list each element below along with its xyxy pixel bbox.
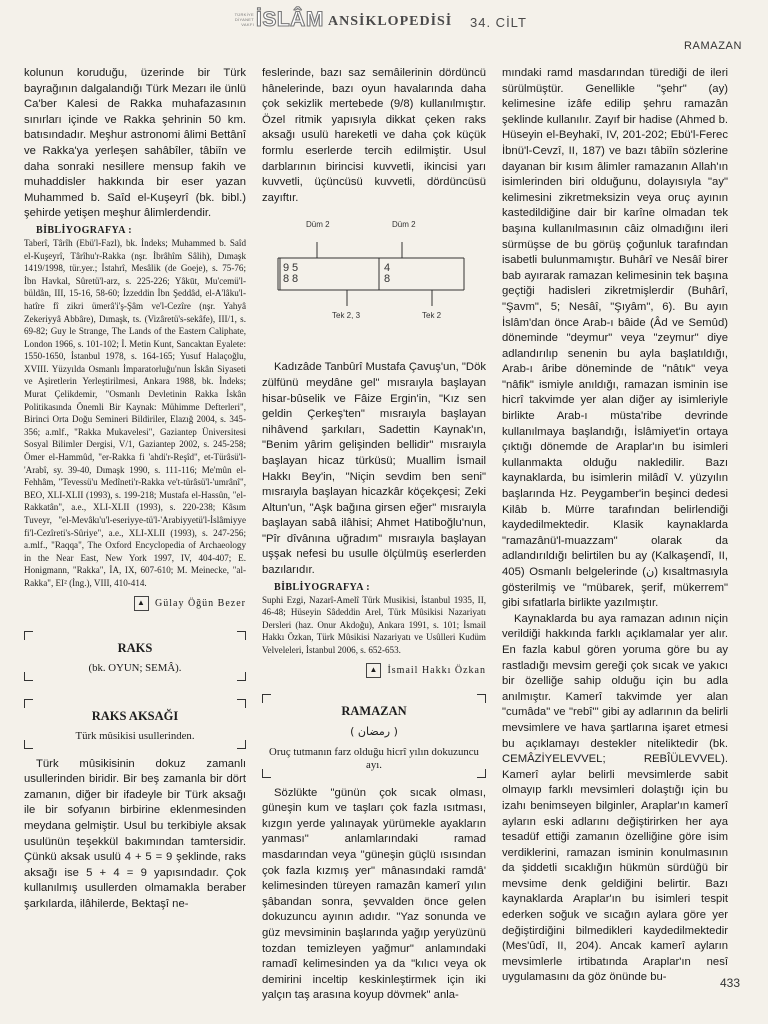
publisher-label: TÜRKİYE DİYANET VAKFI	[234, 12, 254, 27]
entry-arabic-title: ( رمضان )	[350, 724, 398, 738]
bibliography-text: Taberî, Târîh (Ebü'l-Fazl), bk. İndeks; Muhammed b. Saîd el-Kuşeyrî, Târîhu'r-Rakka (nşr. İbrâhîm Sâlih), Dımaşk 1419/1998, tür.yer.; İstahrî, Mesâlik (de Goeje), s. 75-76; İbn Havkal, Sûretü'l-arz, s. 225-226; Yâkūt, Mu'cemü'l-büldân, III, 15-16, 58-60; İzzeddin İbn Şeddâd, el-A'lâku'l-hatîre fî zikri ümerâ'i'ş-Şâm ve'l-Cezîre (nşr. Yahyâ Zekeriyyâ Abbâre), Dımaşk, ts. (Vizâretü's-sekâfe), III/1, s. 69-82; Guy le Strange, The Lands of the Eastern Caliphate, London 1966, s. 101-102; İ. Metin Kunt, Sancaktan Eyalete: 1550-1650, İstanbul 1978, s. 164-165; Yusuf Halaçoğlu, XVIII. Yüzyılda Osmanlı İmparatorluğu'nun İskân Siyaseti ve Aşiretlerin Yerleştirilmesi, Ankara 1988, bk. İndeks; Murat Çelikdemir, "Osmanlı Devletinin Rakka İskân Politikasında Önemli Bir Kaynak: Mühimme Defterleri", Birinci Orta Doğu Semineri Bildiriler, Elazığ 2004, s. 345-356; a.mlf., "Rakka Mukavelesi", Gaziantep Üniversitesi Sosyal Bilimler Dergisi, V/1, Gaziantep 2002, s. 245-258; Ömer el-Hammûd, "er-Rakka fi 'ahdi'r-Reşîd", et-Türâsü'l-'Arabî, sy. 39-40, Dımaşk 1990, s. 111-116; Me'mûn el-Fehhâm, "Tevessü'u Medîneti'r-Rakka ve't-türâsü'l-'umrânî", BEO, XLI-XLII (1993), s. 199-218; Mustafa el-Hassûn, "el-Rakkatân", a.e., XLI-XLII (1993), s. 220-238; Kâsım Tuveyr, "el-Mevâkı'u'l-eseriyye-tü'l-'Arabiyyetü'l-İslâmiyye fi'l-Cezîreti's-Sûriye", a.e., XLI-XLII (1993), s. 247-256; a.mlf., "Raqqa", The Oxford Encyclopedia of Archaeology in the Near East, New York 1997, IV, 404-407; E. Honigmann, "Rakka", İA, IX, 607-610; M. Meinecke, "al-Rakka", EI² (İng.), VIII, 410-414.	[24, 237, 246, 588]
time-signature-bottom: 8	[283, 273, 290, 286]
paragraph: mındaki ramd masdarından türediği de ileri sürülmüştür. Genellikle "şehr" (ay) kelimesine izâfe edilip şehru ramazân şeklinde kullanılır. Zayıf bir hadise (Ahmed b. Hüseyin el-Beyhakī, IV, 201-202; Ebü'l-Ferec İbnü'l-Cevzî, II, 187) ve bazı tâbiîn sözlerine dayanan bir kısım âlimler ramazanın Allah'ın isimlerinden biri olduğunu, dolayısıyla "ay" kelimesini zikretmeksizin veya oruç ayının kastedildiğine dair bir karîne olmadan tek başına kullanılmasının câiz olmadığını ileri sürmüşse de bu görüş çoğunluk tarafından isabetli bulunmamıştır. Buhârî ve Nesâî birer bab ayırarak ramazan kelimesinin tek başına geçtiği hadisleri zikretmişlerdir (Buhârî, "Şavm", 5; Nesâî, "Şıyâm", 6). Bu ayın İslâm'dan önce Arab-ı bâide (Âd ve Semûd) döneminde "deymur" veya "zeymur" diye adlandırılıp senenin bu ayla başlatıldığı, Arab-ı âribe döneminde de "nâtık" veya "nâfik" ismiyle anıldığı, ramazan isminin ise hicrî takvimde yer alan diğer ay isimleriyle birlikte Arab-ı müsta'ribe devrinde kullanılmaya başlandığı, İslâmiyet'in ortaya çıktığı dönemde de Araplar'ın bu isimleri kullanmakta olduğu nakledilir. Bazı kaynaklarda, bu isimlerin milâdî V. yüzyılın başlarında Hz. Peygamber'in beşinci dedesi Kilâb b. Mürre tarafından belirlendiği kaydedilmektedir. Klasik kaynaklarda "ramazânü'l-muazzam" olarak da adlandırıldığı belirtilen bu ay (Kalkaşendî, II, 405) Osmanlı belgelerinde (ن) kısaltmasıyla gösterilmiş ve "mübarek, şerif, mükerrem" gibi sıfatlarla birlikte yazılmıştır.	[502, 67, 728, 610]
rhythm-diagram	[262, 212, 486, 352]
paragraph: kolunun koruduğu, üzerinde bir Türk bayrağının dalgalandığı Türk Mezarı ile ünlü Ca'ber Kalesi de Rakka muhafazasının sınırları içinde ve Rakka şehrinin 50 km. batısındadır. Meşhur astronomi âlimi Bettânî ve Rakka'ya yerleşen sahâbîler, tâbiîn ve daha sonraki nesillere mensup fakih ve muhaddisler hakkında bir eser yazan Muhammed b. Saîd el-Kuşeyrî (bk. bibl.) şehirde yetişen meşhur âlimlerdendir.	[24, 67, 246, 220]
time-signature-bottom: 8	[384, 273, 391, 286]
bibliography-heading: BİBLİYOGRAFYA :	[274, 581, 370, 593]
tek-label: Tek 2	[422, 311, 442, 321]
entry-title: RAKS	[117, 640, 153, 655]
entry-definition: Türk mûsikisi usullerinden.	[75, 729, 195, 742]
time-signature-bottom: 8	[292, 273, 299, 286]
time-signature-top: 4	[384, 262, 391, 275]
column-1	[24, 66, 246, 913]
entry-header-raks-aksagi	[24, 699, 246, 749]
author-signature	[24, 596, 246, 611]
page-number: 433	[719, 976, 740, 990]
column-3	[502, 66, 728, 986]
publisher-logo-icon: ▲	[366, 663, 381, 678]
entry-definition: Oruç tutmanın farz olduğu hicrî yılın dokuzuncu ayı.	[269, 745, 479, 771]
publisher-logo-icon: ▲	[134, 596, 149, 611]
author-name: İsmail Hakkı Özkan	[387, 664, 486, 676]
entry-title: RAMAZAN	[341, 703, 407, 718]
column-2	[262, 66, 486, 1004]
paragraph: feslerinde, bazı saz semâilerinin dördüncü hânelerinde, bazı oyun havalarında daha çok sekizlik mertebede (9/8) kullanılmıştır. Özel ritmik yapısıyla dikkat çeken raks aksağı usulü hareketli ve daha çok küçük formlu eserlerde tercih edilmiştir. Usul darblarının birincisi kuvvetli, ikincisi yarı kuvvetli, üçüncüsü kuvvetli, dördüncüsü zayıftır.	[262, 67, 486, 204]
brand-ansiklopedisi: ANSİKLOPEDİSİ	[328, 14, 453, 29]
entry-header-raks	[24, 631, 246, 681]
author-signature	[262, 663, 486, 678]
dum-label: Düm 2	[306, 220, 330, 230]
paragraph: Sözlükte "günün çok sıcak olması, güneşin kum ve taşları çok fazla ısıtması, kızgın yerde yalınayak yürümekle ayakların yanması" anlamlarındaki ramad masdarından veya "güneşin güçlü ısısından çok fazla kızmış yer" mânasındaki ramdâ' kelimesinden türeyen ramazân kamerî yılın şâbandan sonra, şevvalden önce gelen dokuzuncu ayının adıdır. "Yaz sonunda ve güz mevsiminin başlarında yağıp yeryüzünü tozdan temizleyen yağmur" anlamındaki ramadî kelimesinden ya da "kılıcı veya ok demirini inceltip keskinleştirmek için iki yalçın taş arasına koyup dövmek" anla-	[262, 786, 486, 1002]
page-header	[0, 6, 768, 36]
paragraph: Kaynaklarda bu aya ramazan adının niçin verildiği hakkında farklı açıklamalar yer alır. En fazla kabul gören yoruma göre bu ay rastladığı mevsim gereği çok sıcak ve yakıcı bir özelliğe sahip olduğu için bu adla anılmıştır. Kamerî takvimde yer alan "cumâda" ve "rebî'" gibi ay adlarının da belirli mevsimlere ve hava şartlarına işaret etmesi bu açıklamayı destekler niteliktedir (bk. CEMÂZİYELEVVEL; REBÎÜLEVVEL). Kamerî aylar belirli mevsimlerde sabit olmayıp farklı mevsimleri dolaştığı için bu izahı benimseyen bilginler, Araplar'ın kamerî ayların eski adlarını değiştirirken her aya tesadüf ettiği zamanın özelliğine göre isim verdiklerini, ramazan isminin konulmasının da şiddetli sıcaklığın hükmün sürdüğü bir mevsime denk geldiğini belirtir. Bazı kaynaklarda Araplar'ın bu isimleri tespit ederken soğuk ve sıcağın aylara göre yer değiştirdiğini bilmedikleri kaydedilmektedir (Mes'ûdî, II, 204). Ancak kamerî ayların mevsimlerle irtibatında Araplar'ın nesî uygulamasını da göz önünde bu-	[502, 612, 728, 984]
bibliography-text: Suphi Ezgi, Nazarî-Amelî Türk Musikisi, İstanbul 1935, II, 46-48; Hüseyin Sâdeddin Arel, Türk Mûsikisi Nazariyatı Dersleri (haz. Onur Akdoğu), Ankara 1991, s. 101; İsmail Hakkı Özkan, Türk Mûsikisi Nazariyatı ve Usûlleri Kudüm Velveleleri, İstanbul 2006, s. 652-653.	[262, 594, 486, 656]
bibliography-heading: BİBLİYOGRAFYA :	[36, 224, 132, 236]
paragraph: Türk mûsikisinin dokuz zamanlı usullerinden biridir. Bir beş zamanla bir dört zamanın, diğer bir ifadeyle bir Türk aksağı ile bir sofyanın birbirine eklenmesinden meydana gelmiştir. Usul bu terkibiyle aksak usulünün teşekkül bakımından tamtersidir. Çünkü aksak usulü 4 + 5 = 9 şeklinde, raks aksağı ise 5 + 4 = 9 yapısındadır. Çok kullanılmış usullerden olmamakla beraber şarkılarda, ilâhilerde, Bektaşî ne-	[24, 757, 246, 910]
running-head: RAMAZAN	[684, 40, 742, 52]
time-signature-top: 9	[283, 262, 290, 275]
author-name: Gülay Öğün Bezer	[155, 597, 246, 609]
dum-label: Düm 2	[392, 220, 416, 230]
entry-title: RAKS AKSAĞI	[91, 708, 179, 723]
tek-label: Tek 2, 3	[332, 311, 361, 321]
entry-definition: (bk. OYUN; SEMÂ).	[88, 661, 182, 674]
volume-label: 34. CİLT	[470, 15, 527, 30]
entry-header-ramazan	[262, 694, 486, 778]
paragraph: Kadızâde Tanbûrî Mustafa Çavuş'un, "Dök zülfünü meydâne gel" mısraıyla başlayan hisar-bûselik ve Fâize Ergin'in, "Kız sen geldin Çerkeş'ten" mısraıyla başlayan nihâvend şarkıları, Sadettin Kaynak'ın, "Benim yârim gelişinden bellidir" mısraıyla başlayan hicaz türküsü; Muallim İsmail Hakkı Bey'in, "Niçin sevdim ben seni" mısraıyla başlayan hicazkâr köçekçesi; Zeki Altun'un, "Aşk bağına girsen eğer" mısraıyla başlayan sabâ ilâhisi; Ahmet Hatiboğlu'nun, "Pîr dîvânına uğradım" mısraıyla başlayan uşşak nefesi bu usulle ölçülmüş eserlerden bazılarıdır.	[262, 361, 486, 577]
time-signature-top: 5	[292, 262, 299, 275]
brand-islam: İSLÂM	[256, 8, 324, 31]
